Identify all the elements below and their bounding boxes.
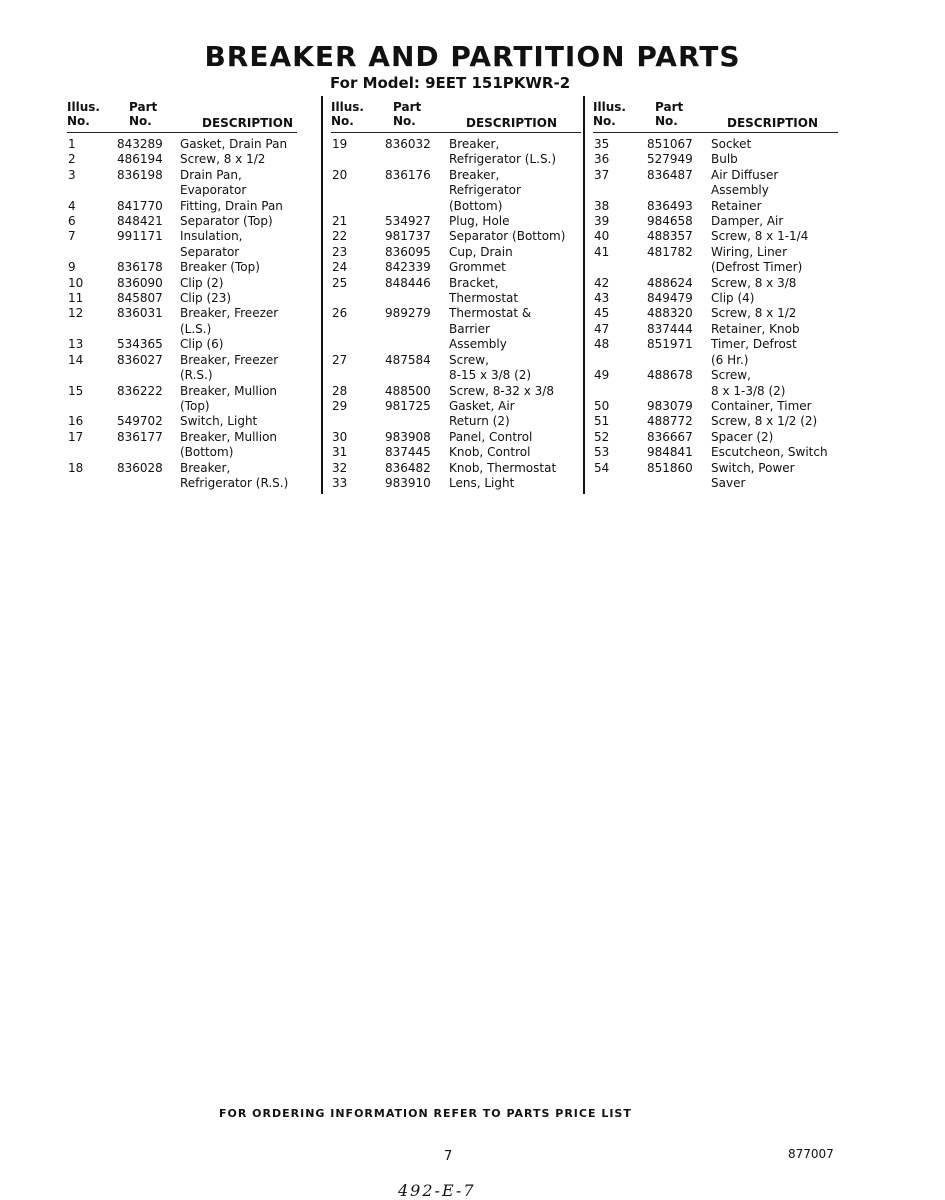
- description-line: Fitting, Drain Pan: [180, 198, 283, 213]
- description-line: Bracket,: [449, 275, 499, 290]
- illus-no-header: Illus. No.: [67, 100, 100, 128]
- illus-number: 43: [594, 291, 610, 306]
- part-description: [449, 245, 581, 260]
- column-header: [593, 98, 838, 133]
- part-number: 836487: [647, 167, 693, 182]
- part-description: [449, 276, 581, 307]
- description-line: Thermostat: [449, 291, 519, 306]
- part-number: 851067: [647, 137, 693, 151]
- part-number: 984841: [647, 445, 693, 460]
- parts-column-3: [593, 98, 838, 491]
- description-line: Assembly: [711, 183, 769, 198]
- table-row: [67, 306, 297, 337]
- part-description: [180, 137, 297, 152]
- illus-number: 29: [332, 398, 348, 413]
- description-line: Breaker, Mullion: [180, 383, 278, 398]
- description-line: Evaporator: [180, 183, 247, 198]
- ordering-info-note: FOR ORDERING INFORMATION REFER TO PARTS PRICE LIST: [219, 1107, 632, 1120]
- description-line: (Defrost Timer): [711, 260, 803, 275]
- part-number: 842339: [385, 260, 431, 275]
- part-number: 845807: [117, 291, 163, 306]
- description-line: Gasket, Air: [449, 398, 515, 413]
- description-line: Return (2): [449, 414, 510, 429]
- description-line: Saver: [711, 475, 746, 490]
- part-number: 836028: [117, 460, 163, 475]
- part-description: [180, 337, 297, 352]
- illus-number: 41: [594, 244, 610, 259]
- description-line: 8-15 x 3/8 (2): [449, 368, 532, 383]
- description-line: Switch, Light: [180, 414, 258, 429]
- illus-number: 31: [332, 445, 348, 460]
- part-description: [180, 414, 297, 429]
- part-description: [180, 260, 297, 275]
- description-line: Wiring, Liner: [711, 244, 787, 259]
- part-description: [711, 245, 838, 276]
- description-line: Separator (Top): [180, 214, 273, 229]
- description-line: Breaker, Freezer: [180, 352, 279, 367]
- description-line: Breaker (Top): [180, 260, 260, 275]
- column-divider-1: [321, 96, 323, 494]
- part-description: [449, 137, 581, 168]
- description-line: Grommet: [449, 260, 506, 275]
- part-description: [711, 291, 838, 306]
- part-description: [711, 399, 838, 414]
- part-number: 836090: [117, 275, 163, 290]
- part-number: 836095: [385, 244, 431, 259]
- part-description: [449, 214, 581, 229]
- part-description: [180, 214, 297, 229]
- part-number: 848421: [117, 214, 163, 229]
- part-description: [711, 152, 838, 167]
- illus-number: 6: [68, 214, 76, 229]
- part-number: 991171: [117, 229, 163, 244]
- page-title: BREAKER AND PARTITION PARTS: [204, 40, 741, 73]
- part-number: 836178: [117, 260, 163, 275]
- illus-number: 22: [332, 229, 348, 244]
- part-number: 481782: [647, 244, 693, 259]
- table-row: [67, 430, 297, 461]
- illus-number: 17: [68, 429, 84, 444]
- illus-number: 45: [594, 306, 610, 321]
- illus-number: 26: [332, 306, 348, 321]
- part-description: [711, 306, 838, 321]
- illus-number: 27: [332, 352, 348, 367]
- illus-number: 1: [68, 137, 76, 151]
- document-number: 877007: [788, 1147, 834, 1161]
- description-header: DESCRIPTION: [727, 116, 819, 130]
- illus-number: 20: [332, 167, 348, 182]
- table-row: [593, 399, 838, 414]
- part-number: 836667: [647, 429, 693, 444]
- table-row: [331, 461, 581, 476]
- description-line: Barrier: [449, 321, 490, 336]
- parts-rows: [67, 137, 297, 491]
- part-number: 836032: [385, 137, 431, 151]
- part-number: 486194: [117, 152, 163, 167]
- part-number: 837444: [647, 321, 693, 336]
- description-line: Screw,: [711, 368, 751, 383]
- description-line: Breaker,: [180, 460, 231, 475]
- description-line: Breaker, Mullion: [180, 429, 278, 444]
- part-description: [180, 384, 297, 415]
- description-line: Retainer: [711, 198, 762, 213]
- part-number: 836482: [385, 460, 431, 475]
- illus-number: 28: [332, 383, 348, 398]
- illus-number: 12: [68, 306, 84, 321]
- part-number: 836027: [117, 352, 163, 367]
- table-row: [67, 384, 297, 415]
- part-description: [449, 461, 581, 476]
- illus-number: 7: [68, 229, 76, 244]
- part-description: [449, 430, 581, 445]
- illus-number: 35: [594, 137, 610, 151]
- description-line: Screw, 8 x 1/2 (2): [711, 414, 818, 429]
- column-header: [331, 98, 581, 133]
- illus-number: 19: [332, 137, 348, 151]
- description-line: Clip (4): [711, 291, 755, 306]
- description-line: (Bottom): [180, 445, 234, 460]
- part-description: [711, 214, 838, 229]
- table-row: [67, 276, 297, 291]
- description-line: Air Diffuser: [711, 167, 779, 182]
- table-row: [593, 430, 838, 445]
- description-line: Plug, Hole: [449, 214, 510, 229]
- description-line: Assembly: [449, 337, 507, 352]
- description-line: Escutcheon, Switch: [711, 445, 828, 460]
- illus-number: 16: [68, 414, 84, 429]
- description-line: (6 Hr.): [711, 352, 749, 367]
- column-divider-2: [583, 96, 585, 494]
- page-number: 7: [444, 1149, 453, 1164]
- table-row: [593, 245, 838, 276]
- part-description: [180, 353, 297, 384]
- description-line: Refrigerator (R.S.): [180, 475, 289, 490]
- illus-number: 54: [594, 460, 610, 475]
- table-row: [593, 276, 838, 291]
- part-description: [180, 276, 297, 291]
- illus-number: 39: [594, 214, 610, 229]
- part-description: [180, 229, 297, 260]
- table-row: [593, 461, 838, 492]
- table-row: [593, 291, 838, 306]
- table-row: [593, 152, 838, 167]
- description-line: Thermostat &: [449, 306, 532, 321]
- illus-number: 47: [594, 321, 610, 336]
- illus-number: 40: [594, 229, 610, 244]
- description-line: Drain Pan,: [180, 167, 242, 182]
- illus-number: 38: [594, 198, 610, 213]
- part-number: 849479: [647, 291, 693, 306]
- part-no-header: Part No.: [393, 100, 422, 128]
- illus-number: 30: [332, 429, 348, 444]
- part-description: [180, 291, 297, 306]
- part-description: [711, 168, 838, 199]
- part-number: 836176: [385, 167, 431, 182]
- table-row: [593, 414, 838, 429]
- description-line: Separator: [180, 244, 240, 259]
- part-description: [449, 399, 581, 430]
- illus-number: 15: [68, 383, 84, 398]
- description-line: Timer, Defrost: [711, 337, 797, 352]
- part-description: [449, 229, 581, 244]
- part-number: 488320: [647, 306, 693, 321]
- description-line: Screw, 8 x 3/8: [711, 275, 797, 290]
- table-row: [593, 168, 838, 199]
- description-line: Breaker,: [449, 167, 500, 182]
- part-number: 984658: [647, 214, 693, 229]
- illus-number: 2: [68, 152, 76, 167]
- illus-number: 50: [594, 398, 610, 413]
- table-row: [67, 291, 297, 306]
- part-description: [711, 229, 838, 244]
- description-line: Knob, Thermostat: [449, 460, 557, 475]
- part-number: 488678: [647, 368, 693, 383]
- table-row: [331, 168, 581, 214]
- part-description: [449, 384, 581, 399]
- description-header: DESCRIPTION: [202, 116, 294, 130]
- table-row: [331, 399, 581, 430]
- description-line: Cup, Drain: [449, 244, 513, 259]
- description-line: (L.S.): [180, 321, 212, 336]
- table-row: [593, 306, 838, 321]
- description-line: Spacer (2): [711, 429, 774, 444]
- table-row: [331, 384, 581, 399]
- description-line: Panel, Control: [449, 429, 533, 444]
- parts-rows: [331, 137, 581, 491]
- part-number: 836198: [117, 167, 163, 182]
- illus-number: 51: [594, 414, 610, 429]
- part-number: 488772: [647, 414, 693, 429]
- part-description: [711, 368, 838, 399]
- description-line: Clip (23): [180, 291, 232, 306]
- part-number: 836493: [647, 198, 693, 213]
- part-description: [711, 430, 838, 445]
- model-subtitle: For Model: 9EET 151PKWR-2: [330, 74, 571, 92]
- table-row: [67, 199, 297, 214]
- part-number: 527949: [647, 152, 693, 167]
- table-row: [67, 152, 297, 167]
- description-line: (R.S.): [180, 368, 213, 383]
- part-number: 488624: [647, 275, 693, 290]
- illus-number: 48: [594, 337, 610, 352]
- illus-number: 21: [332, 214, 348, 229]
- description-line: Lens, Light: [449, 475, 515, 490]
- illus-number: 3: [68, 167, 76, 182]
- illus-number: 9: [68, 260, 76, 275]
- description-line: Retainer, Knob: [711, 321, 800, 336]
- table-row: [67, 168, 297, 199]
- part-no-header: Part No.: [129, 100, 158, 128]
- illus-number: 14: [68, 352, 84, 367]
- part-number: 851860: [647, 460, 693, 475]
- table-row: [67, 337, 297, 352]
- part-description: [711, 137, 838, 152]
- table-row: [593, 322, 838, 337]
- table-row: [331, 476, 581, 491]
- part-description: [180, 430, 297, 461]
- part-number: 549702: [117, 414, 163, 429]
- description-line: Refrigerator (L.S.): [449, 152, 557, 167]
- part-description: [449, 445, 581, 460]
- table-row: [331, 245, 581, 260]
- table-row: [67, 414, 297, 429]
- table-row: [67, 137, 297, 152]
- table-row: [593, 199, 838, 214]
- description-line: Refrigerator: [449, 183, 521, 198]
- table-row: [593, 214, 838, 229]
- part-description: [180, 168, 297, 199]
- part-description: [180, 152, 297, 167]
- illus-no-header: Illus. No.: [593, 100, 626, 128]
- part-description: [711, 199, 838, 214]
- part-description: [711, 414, 838, 429]
- description-line: 8 x 1-3/8 (2): [711, 383, 786, 398]
- part-number: 983079: [647, 398, 693, 413]
- illus-number: 52: [594, 429, 610, 444]
- table-row: [593, 229, 838, 244]
- part-description: [180, 199, 297, 214]
- description-line: Screw, 8-32 x 3/8: [449, 383, 554, 398]
- illus-number: 18: [68, 460, 84, 475]
- table-row: [67, 353, 297, 384]
- illus-number: 36: [594, 152, 610, 167]
- part-description: [449, 353, 581, 384]
- illus-no-header: Illus. No.: [331, 100, 364, 128]
- description-line: Bulb: [711, 152, 738, 167]
- description-line: Gasket, Drain Pan: [180, 137, 288, 151]
- table-row: [331, 214, 581, 229]
- column-header: [67, 98, 297, 133]
- illus-number: 33: [332, 475, 348, 490]
- description-line: Breaker,: [449, 137, 500, 151]
- parts-column-2: [331, 98, 581, 491]
- description-line: Clip (2): [180, 275, 224, 290]
- illus-number: 4: [68, 198, 76, 213]
- description-line: Breaker, Freezer: [180, 306, 279, 321]
- part-description: [449, 306, 581, 352]
- description-line: Knob, Control: [449, 445, 531, 460]
- illus-number: 42: [594, 275, 610, 290]
- part-description: [449, 168, 581, 214]
- table-row: [67, 461, 297, 492]
- part-number: 841770: [117, 198, 163, 213]
- part-number: 487584: [385, 352, 431, 367]
- description-line: Screw, 8 x 1-1/4: [711, 229, 809, 244]
- part-number: 981725: [385, 398, 431, 413]
- part-number: 848446: [385, 275, 431, 290]
- part-number: 851971: [647, 337, 693, 352]
- part-number: 534927: [385, 214, 431, 229]
- description-line: Insulation,: [180, 229, 243, 244]
- table-row: [331, 260, 581, 275]
- description-line: Switch, Power: [711, 460, 795, 475]
- table-row: [331, 445, 581, 460]
- description-line: Damper, Air: [711, 214, 784, 229]
- table-row: [331, 306, 581, 352]
- description-line: Clip (6): [180, 337, 224, 352]
- illus-number: 23: [332, 244, 348, 259]
- parts-column-1: [67, 98, 297, 491]
- description-line: (Bottom): [449, 198, 503, 213]
- illus-number: 53: [594, 445, 610, 460]
- illus-number: 10: [68, 275, 84, 290]
- part-number: 843289: [117, 137, 163, 151]
- part-number: 836177: [117, 429, 163, 444]
- part-description: [711, 322, 838, 337]
- part-number: 534365: [117, 337, 163, 352]
- part-number: 837445: [385, 445, 431, 460]
- table-row: [331, 137, 581, 168]
- part-description: [711, 445, 838, 460]
- illus-number: 37: [594, 167, 610, 182]
- part-description: [711, 276, 838, 291]
- table-row: [331, 276, 581, 307]
- description-line: Separator (Bottom): [449, 229, 566, 244]
- table-row: [67, 260, 297, 275]
- part-no-header: Part No.: [655, 100, 684, 128]
- illus-number: 13: [68, 337, 84, 352]
- part-number: 983910: [385, 475, 431, 490]
- part-number: 488357: [647, 229, 693, 244]
- illus-number: 49: [594, 368, 610, 383]
- table-row: [593, 137, 838, 152]
- table-row: [67, 214, 297, 229]
- part-description: [711, 461, 838, 492]
- description-line: Screw, 8 x 1/2: [711, 306, 797, 321]
- table-row: [593, 337, 838, 368]
- illus-number: 11: [68, 291, 84, 306]
- table-row: [67, 229, 297, 260]
- table-row: [593, 445, 838, 460]
- part-description: [449, 476, 581, 491]
- part-number: 836031: [117, 306, 163, 321]
- table-row: [331, 229, 581, 244]
- part-number: 836222: [117, 383, 163, 398]
- part-number: 488500: [385, 383, 431, 398]
- table-row: [331, 353, 581, 384]
- description-line: Screw,: [449, 352, 489, 367]
- description-header: DESCRIPTION: [466, 116, 558, 130]
- table-row: [593, 368, 838, 399]
- part-description: [711, 337, 838, 368]
- part-description: [180, 306, 297, 337]
- part-number: 989279: [385, 306, 431, 321]
- part-number: 981737: [385, 229, 431, 244]
- description-line: Socket: [711, 137, 752, 151]
- illus-number: 24: [332, 260, 348, 275]
- description-line: Container, Timer: [711, 398, 812, 413]
- illus-number: 32: [332, 460, 348, 475]
- illus-number: 25: [332, 275, 348, 290]
- handwritten-note: 492-E-7: [398, 1181, 476, 1200]
- part-description: [449, 260, 581, 275]
- description-line: (Top): [180, 398, 210, 413]
- part-description: [180, 461, 297, 492]
- description-line: Screw, 8 x 1/2: [180, 152, 266, 167]
- table-row: [331, 430, 581, 445]
- parts-rows: [593, 137, 838, 491]
- part-number: 983908: [385, 429, 431, 444]
